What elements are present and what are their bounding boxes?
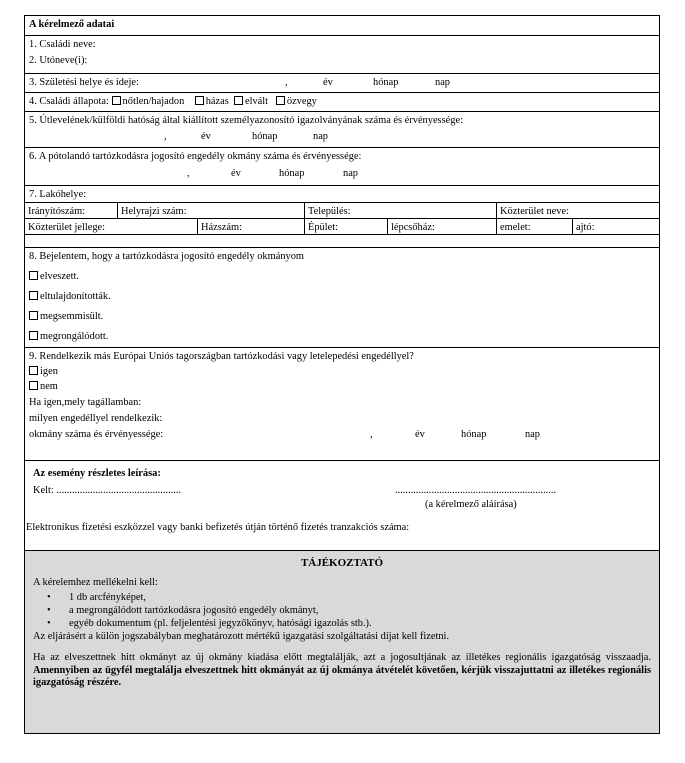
opt-megrongalodott: megrongálódott. (40, 331, 109, 342)
marital-section (25, 93, 659, 112)
birth-honap: hónap (373, 77, 399, 88)
given-name-field[interactable]: 2. Utóneve(i): (29, 55, 88, 66)
checkbox-megsemmisult[interactable] (29, 311, 38, 320)
eu-nap: nap (525, 429, 541, 440)
info-item-3: • egyéb dokumentum (pl. feljelentési jegyzőkönyv, hatósági igazolás stb.). (69, 617, 651, 630)
address-row-2 (25, 218, 659, 234)
marital-label: 4. Családi állapota: (29, 96, 109, 107)
permit-nap: nap (343, 168, 359, 179)
birth-comma: , (285, 77, 288, 88)
event-section (25, 461, 659, 551)
checkbox-elveszett[interactable] (29, 271, 38, 280)
postal-code-field[interactable]: Irányítószám: (25, 203, 118, 218)
loss-opt-3[interactable] (29, 310, 655, 323)
eu-doc-label: okmány száma és érvényessége: (29, 429, 164, 440)
loss-label: 8. Bejelentem, hogy a tartózkodásra jogosító engedély okmányom (29, 251, 304, 262)
checkbox-hazas[interactable] (195, 96, 204, 105)
eu-honap: hónap (461, 429, 487, 440)
passport-comma: , (164, 131, 167, 142)
info-section (25, 551, 659, 733)
passport-nap: nap (313, 131, 329, 142)
checkbox-megrongalodott[interactable] (29, 331, 38, 340)
address-row-1 (25, 202, 659, 218)
info-paragraph (33, 652, 651, 690)
birth-nap: nap (435, 77, 451, 88)
permit-ev: év (231, 168, 241, 179)
application-form (24, 15, 660, 734)
opt-eltulajdonitottak: eltulajdonították. (40, 291, 111, 302)
info-list (33, 591, 651, 630)
info-fee: Az eljárásért a külön jogszabályban meghatározott mértékű igazgatási szolgáltatási díjat kell fizetni. (33, 631, 450, 642)
staircase-field[interactable]: lépcsőház: (388, 219, 497, 234)
opt-notlen: nőtlen/hajadon (122, 96, 185, 107)
door-field[interactable]: ajtó: (576, 222, 595, 233)
info-intro: A kérelemhez mellékelni kell: (33, 577, 158, 588)
info-item-2: • a megrongálódott tartózkodásra jogosító engedély okmányt, (69, 604, 651, 617)
header-section (25, 16, 659, 36)
loss-opt-4[interactable] (29, 330, 655, 343)
birth-field[interactable] (29, 76, 655, 89)
building-field[interactable]: Épület: (305, 219, 388, 234)
loss-opt-1[interactable] (29, 270, 655, 283)
opt-nem: nem (40, 381, 58, 392)
eu-ev: év (415, 429, 425, 440)
passport-honap: hónap (252, 131, 278, 142)
eu-opt-nem[interactable] (29, 380, 655, 393)
family-name-field[interactable]: 1. Családi neve: (29, 39, 96, 50)
street-name-field[interactable]: Közterület neve: (500, 206, 569, 217)
checkbox-igen[interactable] (29, 366, 38, 375)
eu-label: 9. Rendelkezik más Európai Uniós tagországban tartózkodási vagy letelepedési engedéllyel? (29, 351, 414, 362)
marital-field (29, 95, 655, 108)
passport-label: 5. Útlevelének/külföldi hatóság által kiállított személyazonosító igazolványának száma és érvényessége: (29, 115, 463, 126)
opt-elveszett: elveszett. (40, 271, 79, 282)
lot-number-field[interactable]: Helyrajzi szám: (118, 203, 305, 218)
permit-honap: hónap (279, 168, 305, 179)
birth-ev: év (323, 77, 333, 88)
permit-label: 6. A pótolandó tartózkodásra jogosító engedély okmány száma és érvényessége: (29, 151, 362, 162)
eu-comma: , (370, 429, 373, 440)
opt-igen: igen (40, 366, 58, 377)
form-title: A kérelmező adatai (29, 19, 115, 30)
eu-opt-igen[interactable] (29, 365, 655, 378)
event-date-row (25, 484, 659, 497)
permit-section (25, 148, 659, 186)
passport-field[interactable] (29, 130, 655, 143)
checkbox-elvalt[interactable] (234, 96, 243, 105)
address-label: 7. Lakóhelye: (29, 189, 87, 200)
eu-permit-section (25, 348, 659, 461)
checkbox-ozvegy[interactable] (276, 96, 285, 105)
eu-permit-type-field[interactable]: milyen engedéllyel rendelkezik: (29, 413, 163, 424)
address-spacer (25, 234, 659, 247)
loss-section (25, 248, 659, 348)
info-item-1: • 1 db arcfényképet, (69, 591, 651, 604)
payment-field[interactable]: Elektronikus fizetési eszközzel vagy banki befizetés útján történő fizetés tranzakciós száma: (26, 522, 410, 533)
passport-ev: év (201, 131, 211, 142)
kelt-field[interactable]: Kelt: ................................................ (33, 485, 182, 496)
checkbox-eltulajdonitottak[interactable] (29, 291, 38, 300)
info-para-bold: Amennyiben az ügyfél megtalálja elveszettnek hitt okmányát az új okmánya átvételét követően, kérjük visszajuttatni az illetékes regionális igazgatóság részére. (33, 664, 651, 688)
street-type-field[interactable]: Közterület jellege: (25, 219, 198, 234)
checkbox-notlen[interactable] (112, 96, 121, 105)
loss-opt-2[interactable] (29, 290, 655, 303)
settlement-field[interactable]: Település: (305, 203, 497, 218)
checkbox-nem[interactable] (29, 381, 38, 390)
passport-section (25, 112, 659, 148)
opt-elvalt: elvált (244, 96, 269, 107)
birth-label: 3. Születési helye és ideje: (29, 77, 139, 88)
eu-state-field[interactable]: Ha igen,mely tagállamban: (29, 397, 142, 408)
house-number-field[interactable]: Házszám: (198, 219, 305, 234)
address-section (25, 186, 659, 248)
event-title: Az esemény részletes leírása: (33, 468, 161, 479)
signature-label-row (25, 498, 659, 511)
birth-section (25, 74, 659, 93)
permit-field[interactable] (29, 167, 655, 180)
opt-hazas: házas (205, 96, 229, 107)
permit-comma: , (187, 168, 190, 179)
eu-doc-field[interactable] (29, 428, 655, 441)
name-section (25, 36, 659, 74)
signature-label: (a kérelmező aláírása) (425, 499, 517, 510)
signature-line[interactable]: .............................................................. (395, 485, 557, 496)
opt-megsemmisult: megsemmisült. (40, 311, 104, 322)
info-para-normal: Ha az elveszettnek hitt okmányt az új okmány kiadása előtt megtalálják, azt a jogosultjának az illetékes regionális igazgatóság visszaadja. (33, 652, 651, 663)
opt-ozvegy: özvegy (286, 96, 317, 107)
info-title: TÁJÉKOZTATÓ (300, 557, 384, 569)
floor-field[interactable]: emelet: (497, 219, 573, 234)
